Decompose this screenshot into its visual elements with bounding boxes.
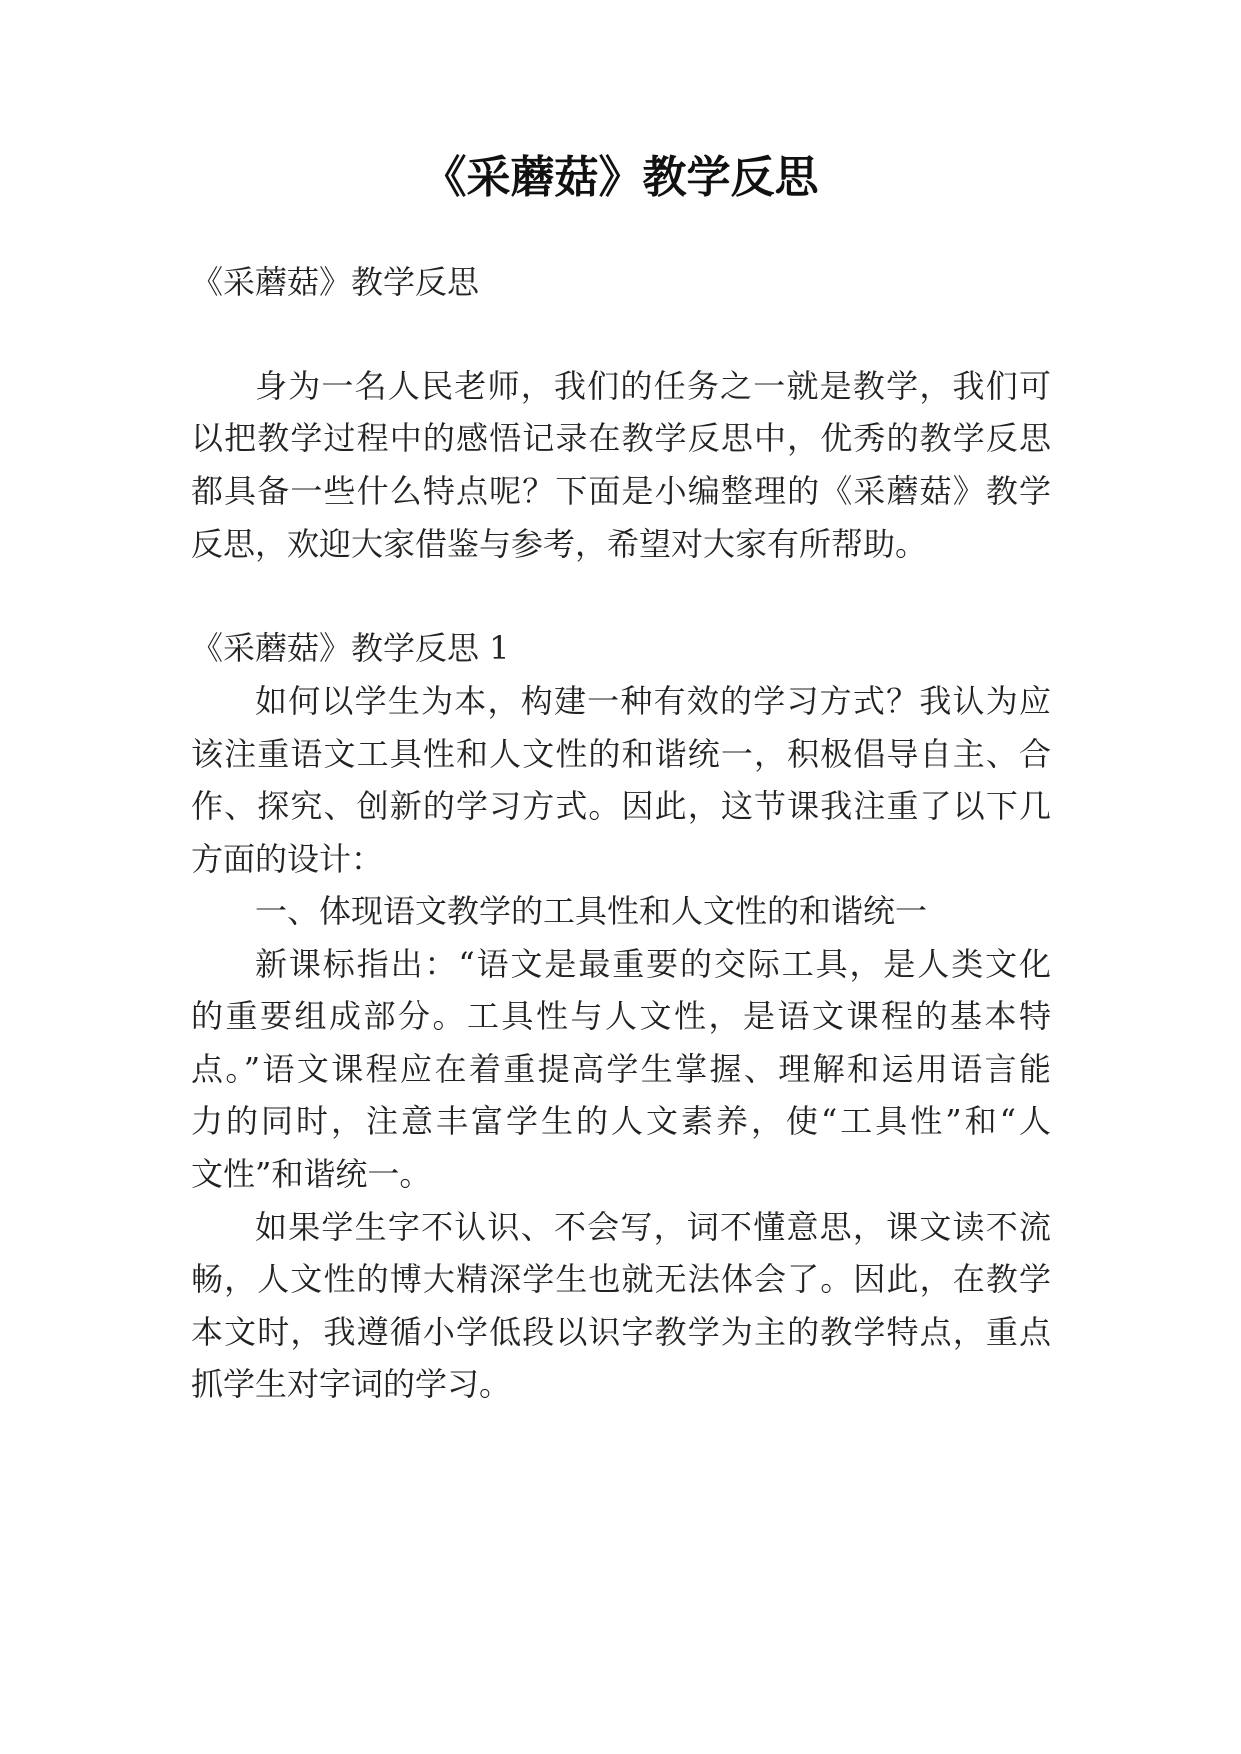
para3-line-3: 本文时，我遵循小学低段以识字教学为主的教学特点，重点 — [191, 1313, 1051, 1351]
intro-line-4: 反思，欢迎大家借鉴与参考，希望对大家有所帮助。 — [191, 525, 928, 563]
para2-line-1: 新课标指出：“语文是最重要的交际工具，是人类文化 — [255, 945, 1051, 983]
para2-line-4: 力的同时，注意丰富学生的人文素养，使“工具性”和“人 — [191, 1102, 1051, 1140]
para1-line-4: 方面的设计： — [191, 840, 384, 878]
para3-line-4: 抓学生对字词的学习。 — [191, 1365, 512, 1403]
subheading-1: 一、体现语文教学的工具性和人文性的和谐统一 — [255, 892, 928, 930]
para3-line-2: 畅，人文性的博大精深学生也就无法体会了。因此，在教学 — [191, 1260, 1051, 1298]
document-title: 《采蘑菇》教学反思 — [422, 152, 819, 203]
para1-line-2: 该注重语文工具性和人文性的和谐统一，积极倡导自主、合 — [191, 735, 1051, 773]
para2-line-3: 点。”语文课程应在着重提高学生掌握、理解和运用语言能 — [191, 1050, 1051, 1088]
para3-line-1: 如果学生字不认识、不会写，词不懂意思，课文读不流 — [255, 1208, 1051, 1246]
para1-line-1: 如何以学生为本，构建一种有效的学习方式？我认为应 — [255, 682, 1051, 720]
section-heading-1: 《采蘑菇》教学反思 1 — [191, 629, 510, 667]
para1-line-3: 作、探究、创新的学习方式。因此，这节课我注重了以下几 — [191, 787, 1051, 825]
intro-line-3: 都具备一些什么特点呢？下面是小编整理的《采蘑菇》教学 — [191, 472, 1051, 510]
para2-line-2: 的重要组成部分。工具性与人文性，是语文课程的基本特 — [191, 997, 1051, 1035]
document-subtitle: 《采蘑菇》教学反思 — [191, 263, 480, 301]
intro-line-2: 以把教学过程中的感悟记录在教学反思中，优秀的教学反思 — [191, 419, 1051, 457]
para2-line-5: 文性”和谐统一。 — [191, 1155, 432, 1193]
intro-line-1: 身为一名人民老师，我们的任务之一就是教学，我们可 — [255, 367, 1051, 405]
